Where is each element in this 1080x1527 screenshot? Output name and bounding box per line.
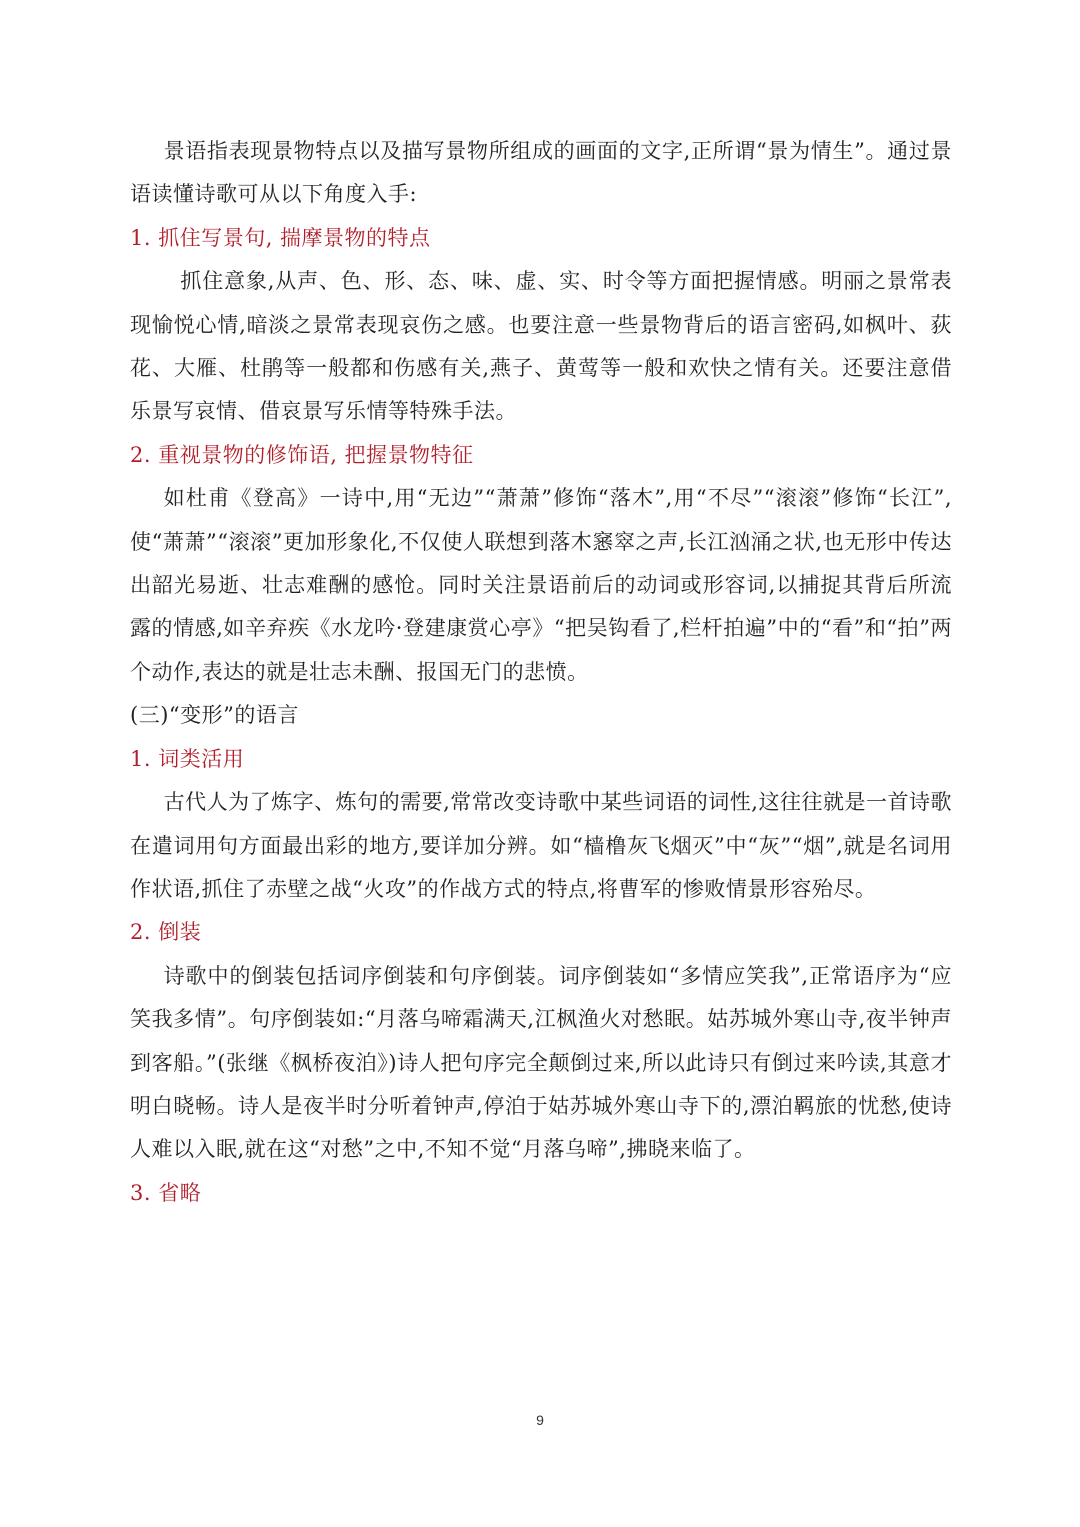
document-body [130,130,952,1215]
heading-grasp-scenery-sentences: 1. 抓住写景句, 揣摩景物的特点 [130,225,431,250]
heading-inversion: 2. 倒装 [130,920,202,945]
heading-omission: 3. 省略 [130,1180,202,1205]
paragraph-word-class: 古代人为了炼字、炼句的需要,常常改变诗歌中某些词语的词性,这往往就是一首诗歌在遣词用句方面最出彩的地方,要详加分辨。如“樯橹灰飞烟灭”中“灰”“烟”,就是名词用作状语,抓住了赤壁之战“火攻”的作战方式的特点,将曹军的惨败情景形容殆尽。 [130,790,952,901]
heading-word-class-conversion: 1. 词类活用 [130,746,245,771]
heading-modifiers: 2. 重视景物的修饰语, 把握景物特征 [130,442,474,467]
paragraph-du-fu-example: 如杜甫《登高》一诗中,用“无边”“萧萧”修饰“落木”,用“不尽”“滚滚”修饰“长江”,使“萧萧”“滚滚”更加形象化,不仅使人联想到落木窸窣之声,长江汹涌之状,也无形中传达出韶光易逝、壮志难酬的感怆。同时关注景语前后的动词或形容词,以捕捉其背后所流露的情感,如辛弃疾《水龙吟·登建康赏心亭》“把吴钩看了,栏杆拍遍”中的“看”和“拍”两个动作,表达的就是壮志未酬、报国无门的悲愤。 [130,486,952,684]
section-title-deformed-language: (三)“变形”的语言 [130,703,299,728]
intro-paragraph: 景语指表现景物特点以及描写景物所组成的画面的文字,正所谓“景为情生”。通过景语读懂诗歌可从以下角度入手: [130,139,952,207]
page-number: 9 [536,1412,544,1428]
paragraph-imagery: 抓住意象,从声、色、形、态、味、虚、实、时令等方面把握情感。明丽之景常表现愉悦心情,暗淡之景常表现哀伤之感。也要注意一些景物背后的语言密码,如枫叶、荻花、大雁、杜鹃等一般都和伤感有关,燕子、黄莺等一般和欢快之情有关。还要注意借乐景写哀情、借哀景写乐情等特殊手法。 [130,269,952,424]
paragraph-inversion: 诗歌中的倒装包括词序倒装和句序倒装。词序倒装如“多情应笑我”,正常语序为“应笑我多情”。句序倒装如:“月落乌啼霜满天,江枫渔火对愁眠。姑苏城外寒山寺,夜半钟声到客船。”(张继《枫桥夜泊》)诗人把句序完全颠倒过来,所以此诗只有倒过来吟读,其意才明白晓畅。诗人是夜半时分听着钟声,停泊于姑苏城外寒山寺下的,漂泊羁旅的忧愁,使诗人难以入眠,就在这“对愁”之中,不知不觉“月落乌啼”,拂晓来临了。 [130,963,953,1162]
